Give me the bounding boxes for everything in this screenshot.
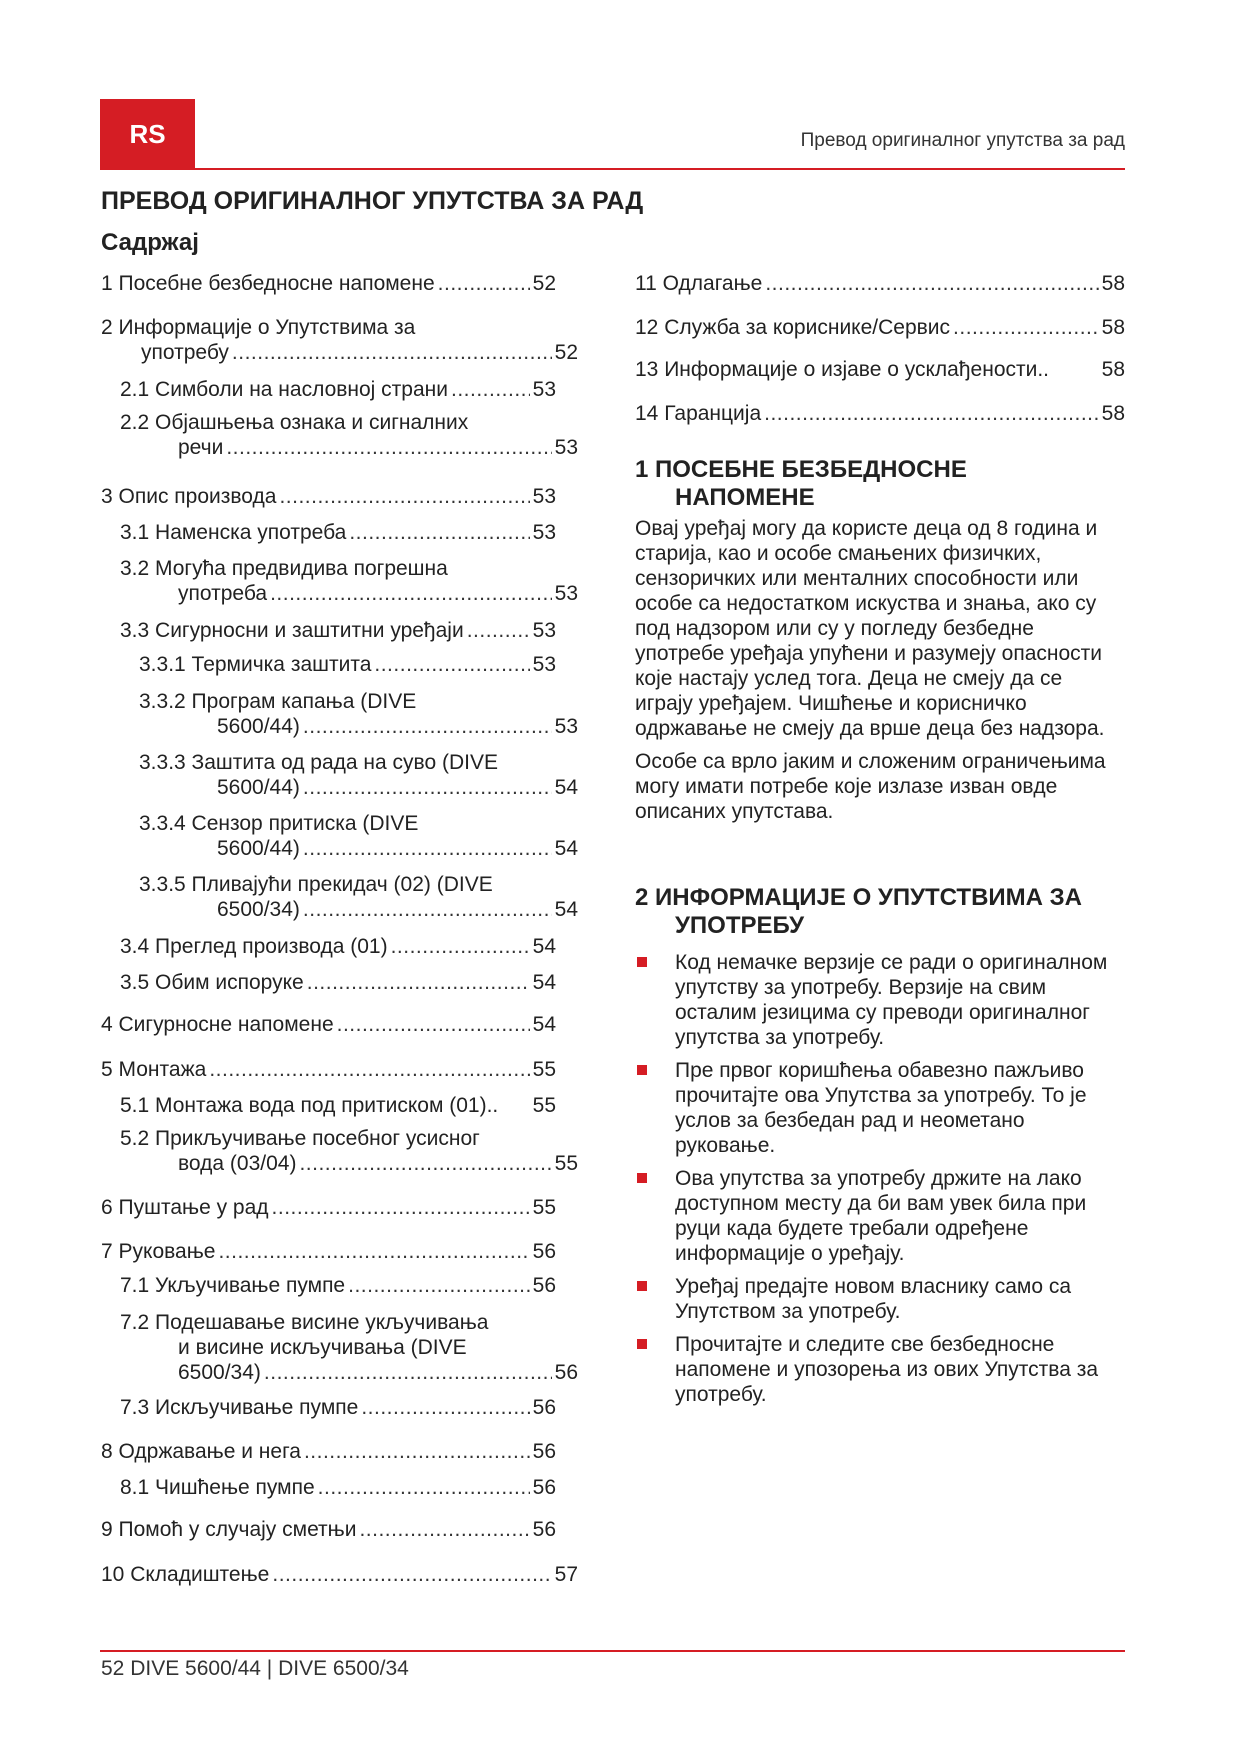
list-item: Пре првог коришћења обавезно пажљиво прочитајте ова Упутства за употребу. То је услов за безбедан рад и неометано руковање.: [635, 1058, 1125, 1158]
toc-entry[interactable]: 3.3.2 Програм капања (DIVE 5600/44) ..... 53: [139, 689, 578, 739]
paragraph: Особе са врло јаким и сложеним ограничењима могу имати потребе које излазе изван овде описаних упутстава.: [635, 750, 1106, 823]
toc-entry[interactable]: 3.5 Обим испоруке ..... 54: [120, 970, 556, 995]
toc-entry[interactable]: 2.1 Симболи на насловној страни ..... 53: [120, 377, 556, 402]
toc-entry[interactable]: 10 Складиштење ..... 57: [101, 1562, 578, 1587]
toc-entry[interactable]: 3.3.5 Пливајући прекидач (02) (DIVE 6500/34) ..... 54: [139, 872, 578, 922]
toc-entry[interactable]: 13 Информације о изјаве о усклађености.. 58: [635, 358, 1125, 381]
list-item: Код немачке верзије се ради о оригиналном упутству за употребу. Верзије на свим осталим језицима су преводи оригиналног упутства за употребу.: [635, 950, 1125, 1050]
running-header-title: Превод оригиналног упутства за рад: [800, 130, 1125, 151]
toc-entry[interactable]: 6 Пуштање у рад ..... 55: [101, 1195, 556, 1220]
bullet-square-icon: [637, 1281, 647, 1291]
list-item: Уређај предајте новом власнику само са Упутством за употребу.: [635, 1274, 1125, 1324]
toc-entry[interactable]: 5.1 Монтажа вода под притиском (01).. 55: [120, 1094, 556, 1117]
toc-entry[interactable]: 14 Гаранција ..... 58: [635, 401, 1125, 426]
toc-entry[interactable]: 7.1 Укључивање пумпе ..... 56: [120, 1273, 556, 1298]
toc-entry[interactable]: 2.2 Објашњења ознака и сигналних речи ..... 53: [120, 410, 578, 460]
toc-entry[interactable]: 7.2 Подешавање висине укључивања и висине искључивања (DIVE 6500/34) ..... 56: [120, 1310, 578, 1385]
toc-entry[interactable]: 2 Информације о Упутствима за употребу ..... 52: [101, 315, 578, 365]
paragraph: Овај уређај могу да користе деца од 8 година и старија, као и особе смањених физичких, сензоричких или менталних способности или особе са недостатком искуства и знања, ако су под надзором или су у погледу безбедне употребе уређаја упућени и разумеју опасности које настају услед тога. Деца не смеју да се играју уређајем. Чишћење и корисничко одржавање не смеју да врше деца без надзора.: [635, 517, 1105, 740]
bullet-square-icon: [637, 957, 647, 967]
language-badge: RS: [100, 99, 195, 169]
toc-entry[interactable]: 11 Одлагање ..... 58: [635, 271, 1125, 296]
document-title: ПРЕВОД ОРИГИНАЛНОГ УПУТСТВА ЗА РАД: [101, 187, 644, 215]
toc-entry[interactable]: 3.4 Преглед производа (01) ..... 54: [120, 934, 556, 959]
toc-entry[interactable]: 3.3 Сигурносни и заштитни уређаји ..... 53: [120, 618, 556, 643]
toc-entry[interactable]: 3.3.1 Термичка заштита ..... 53: [139, 652, 556, 677]
toc-entry[interactable]: 7.3 Искључивање пумпе ..... 56: [120, 1395, 556, 1420]
toc-entry[interactable]: 7 Руковање ..... 56: [101, 1239, 556, 1264]
toc-entry[interactable]: 1 Посебне безбедносне напомене ..... 52: [101, 271, 556, 296]
toc-entry[interactable]: 3 Опис производа ..... 53: [101, 484, 556, 509]
toc-entry[interactable]: 5 Монтажа ..... 55: [101, 1057, 556, 1082]
bullet-list: [635, 950, 1125, 1407]
toc-entry[interactable]: 3.2 Могућа предвидива погрешна употреба ..... 53: [120, 556, 578, 606]
toc-entry[interactable]: 8 Одржавање и нега ..... 56: [101, 1439, 556, 1464]
toc-entry[interactable]: 3.3.4 Сензор притиска (DIVE 5600/44) ..... 54: [139, 811, 578, 861]
toc-entry[interactable]: 3.1 Наменска употреба ..... 53: [120, 520, 556, 545]
page-footer: 52 DIVE 5600/44 | DIVE 6500/34: [101, 1657, 409, 1680]
section-heading: 2 ИНФОРМАЦИЈЕ О УПУТСТВИМА ЗА УПОТРЕБУ: [635, 884, 1083, 939]
toc-heading: Садржај: [101, 229, 199, 256]
section-heading: 1 ПОСЕБНЕ БЕЗБЕДНОСНЕ НАПОМЕНЕ: [635, 456, 967, 511]
toc-entry[interactable]: 3.3.3 Заштита од рада на суво (DIVE 5600/44) ..... 54: [139, 750, 578, 800]
section-safety-notes: [635, 456, 1125, 824]
bullet-square-icon: [637, 1065, 647, 1075]
toc-entry[interactable]: 8.1 Чишћење пумпе ..... 56: [120, 1475, 556, 1500]
bullet-square-icon: [637, 1339, 647, 1349]
toc-entry[interactable]: 5.2 Прикључивање посебног усисног вода (03/04) ..... 55: [120, 1126, 578, 1176]
section-instructions-info: [635, 884, 1125, 1407]
toc-entry[interactable]: 12 Служба за кориснике/Сервис ..... 58: [635, 315, 1125, 340]
toc-entry[interactable]: 4 Сигурносне напомене ..... 54: [101, 1012, 556, 1037]
bullet-square-icon: [637, 1173, 647, 1183]
toc-entry[interactable]: 9 Помоћ у случају сметњи ..... 56: [101, 1517, 556, 1542]
list-item: Прочитајте и следите све безбедносне напомене и упозорења из ових Упутства за употребу.: [635, 1332, 1125, 1407]
footer-rule: [100, 1650, 1125, 1652]
list-item: Ова упутства за употребу држите на лако доступном месту да би вам увек била при руци када будете требали одређене информације о уређају.: [635, 1166, 1125, 1266]
header-rule: [100, 168, 1125, 170]
